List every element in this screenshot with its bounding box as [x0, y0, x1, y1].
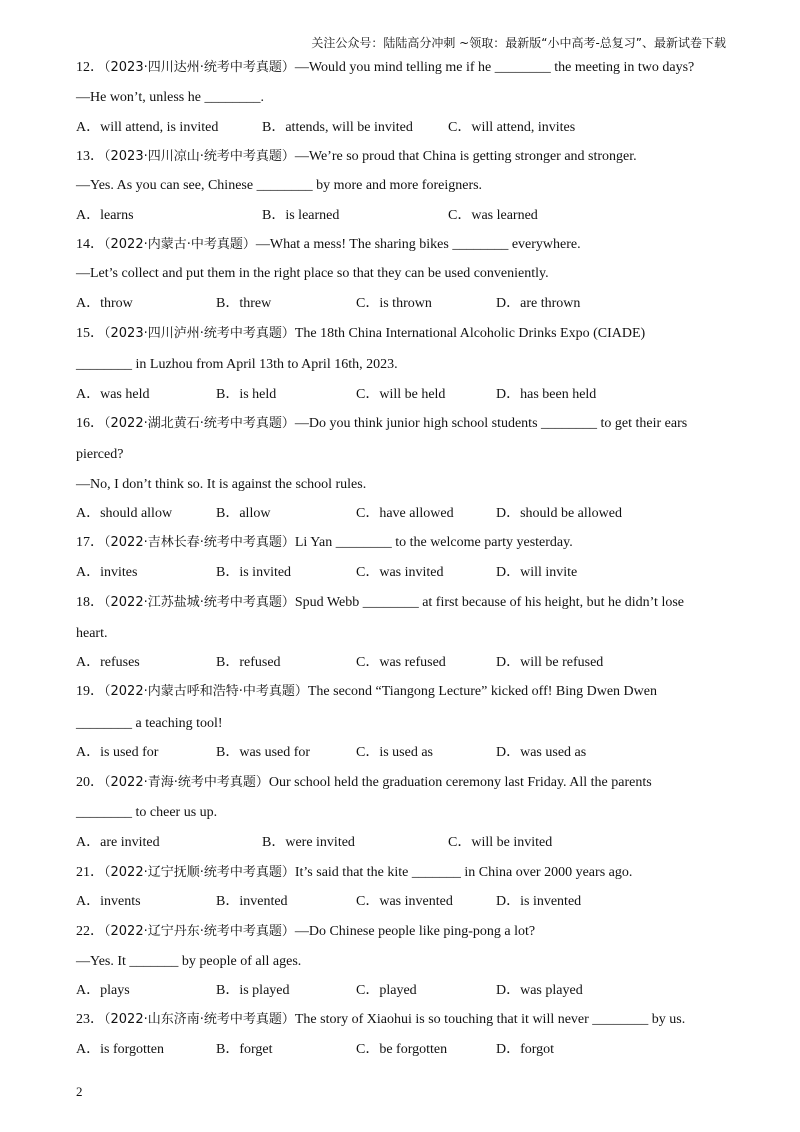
- answer-option: C．was invented: [356, 894, 453, 909]
- question-stem: [76, 1010, 685, 1030]
- answer-option: C．have allowed: [356, 506, 454, 521]
- question-line: ________ to cheer us up.: [76, 805, 218, 820]
- answer-options: [76, 892, 636, 912]
- question-line: ________ a teaching tool!: [76, 716, 223, 731]
- question-text: The story of Xiaohui is so touching that it will never ________ by us.: [294, 1012, 686, 1027]
- question-source: （2023·四川达州·统考中考真题）: [104, 60, 295, 75]
- page-number: 2: [76, 1084, 83, 1099]
- answer-option: C．played: [356, 983, 417, 998]
- question-text: It’s said that the kite _______ in China over 2000 years ago.: [294, 865, 633, 880]
- question-line: —Yes. As you can see, Chinese ________ by more and more foreigners.: [76, 178, 483, 193]
- question-source: （2022·辽宁丹东·统考中考真题）: [104, 924, 295, 939]
- answer-option: A．refuses: [76, 655, 140, 670]
- answer-option: A．invents: [76, 894, 141, 909]
- question-line: ________ in Luzhou from April 13th to April 16th, 2023.: [76, 357, 398, 372]
- question-number: 18．: [76, 595, 104, 610]
- question-stem: [76, 235, 581, 255]
- question-line: —He won’t, unless he ________.: [76, 90, 264, 105]
- question-stem: [76, 593, 684, 613]
- answer-option: D．forgot: [496, 1042, 555, 1057]
- answer-option: B．is held: [216, 387, 277, 402]
- question-source: （2022·青海·统考中考真题）: [104, 775, 269, 790]
- answer-option: C．is thrown: [356, 296, 432, 311]
- answer-options: [76, 294, 636, 314]
- question-source: （2022·内蒙古呼和浩特·中考真题）: [104, 684, 308, 699]
- answer-options: [76, 206, 634, 226]
- question-stem: [76, 682, 657, 702]
- question-line: —No, I don’t think so. It is against the school rules.: [76, 477, 367, 492]
- answer-option: D．should be allowed: [496, 506, 622, 521]
- question-number: 21．: [76, 865, 104, 880]
- answer-option: D．will invite: [496, 565, 578, 580]
- answer-option: B．refused: [216, 655, 281, 670]
- answer-option: C．will be invited: [448, 835, 553, 850]
- question-source: （2022·湖北黄石·统考中考真题）: [104, 416, 295, 431]
- question-stem: [76, 922, 535, 942]
- question-text: The 18th China International Alcoholic Drinks Expo (CIADE): [294, 326, 646, 341]
- answer-option: A．invites: [76, 565, 138, 580]
- question-source: （2022·吉林长春·统考中考真题）: [104, 535, 295, 550]
- question-number: 15．: [76, 326, 104, 341]
- question-text: —What a mess! The sharing bikes ________ everywhere.: [255, 237, 581, 252]
- question-number: 16．: [76, 416, 104, 431]
- question-line: pierced?: [76, 447, 124, 462]
- answer-option: B．threw: [216, 296, 272, 311]
- answer-option: B．allow: [216, 506, 271, 521]
- question-stem: [76, 147, 637, 167]
- question-number: 17．: [76, 535, 104, 550]
- answer-option: B．is learned: [262, 208, 340, 223]
- answer-option: B．forget: [216, 1042, 273, 1057]
- question-text: —Do you think junior high school students ________ to get their ears: [294, 416, 688, 431]
- answer-option: A．will attend, is invited: [76, 120, 219, 135]
- answer-option: A．learns: [76, 208, 134, 223]
- answer-option: D．was used as: [496, 745, 587, 760]
- answer-option: D．will be refused: [496, 655, 604, 670]
- answer-option: D．are thrown: [496, 296, 581, 311]
- answer-options: [76, 833, 634, 853]
- answer-option: A．plays: [76, 983, 130, 998]
- question-stem: [76, 533, 573, 553]
- answer-option: C．will be held: [356, 387, 446, 402]
- answer-options: [76, 981, 636, 1001]
- answer-option: A．are invited: [76, 835, 160, 850]
- question-number: 19．: [76, 684, 104, 699]
- answer-option: A．is used for: [76, 745, 159, 760]
- answer-option: C．was refused: [356, 655, 446, 670]
- question-number: 13．: [76, 149, 104, 164]
- answer-option: B．is invited: [216, 565, 292, 580]
- answer-option: D．has been held: [496, 387, 597, 402]
- answer-option: C．was learned: [448, 208, 538, 223]
- answer-option: D．was played: [496, 983, 583, 998]
- question-stem: [76, 58, 694, 78]
- question-stem: [76, 324, 645, 344]
- question-text: —Do Chinese people like ping-pong a lot?: [294, 924, 536, 939]
- question-stem: [76, 414, 687, 434]
- answer-options: [76, 118, 634, 138]
- answer-option: B．were invited: [262, 835, 355, 850]
- question-number: 12．: [76, 60, 104, 75]
- question-line: —Let’s collect and put them in the right place so that they can be used conveniently.: [76, 266, 549, 281]
- answer-option: B．was used for: [216, 745, 311, 760]
- answer-options: [76, 563, 636, 583]
- answer-option: C．was invited: [356, 565, 444, 580]
- question-text: Li Yan ________ to the welcome party yesterday.: [294, 535, 573, 550]
- answer-option: A．is forgotten: [76, 1042, 165, 1057]
- answer-options: [76, 1040, 636, 1060]
- answer-option: C．be forgotten: [356, 1042, 448, 1057]
- question-text: Our school held the graduation ceremony last Friday. All the parents: [268, 775, 652, 790]
- question-stem: [76, 773, 652, 793]
- question-text: Spud Webb ________ at first because of his height, but he didn’t lose: [294, 595, 684, 610]
- question-text: The second “Tiangong Lecture” kicked off! Bing Dwen Dwen: [307, 684, 657, 699]
- question-text: —Would you mind telling me if he ________ the meeting in two days?: [294, 60, 695, 75]
- question-source: （2022·山东济南·统考中考真题）: [104, 1012, 295, 1027]
- question-line: heart.: [76, 626, 108, 641]
- question-number: 23．: [76, 1012, 104, 1027]
- answer-options: [76, 385, 636, 405]
- question-source: （2022·内蒙古·中考真题）: [104, 237, 256, 252]
- question-number: 22．: [76, 924, 104, 939]
- question-number: 14．: [76, 237, 104, 252]
- answer-option: B．attends, will be invited: [262, 120, 413, 135]
- answer-option: A．should allow: [76, 506, 173, 521]
- answer-option: C．is used as: [356, 745, 433, 760]
- answer-options: [76, 504, 636, 524]
- answer-option: B．invented: [216, 894, 288, 909]
- answer-option: C．will attend, invites: [448, 120, 576, 135]
- page-header: 关注公众号：陆陆高分冲刺 ~领取：最新版“小中高考-总复习”、最新试卷下载: [311, 36, 726, 50]
- question-line: —Yes. It _______ by people of all ages.: [76, 954, 302, 969]
- answer-option: A．was held: [76, 387, 150, 402]
- question-text: —We’re so proud that China is getting stronger and stronger.: [294, 149, 637, 164]
- question-number: 20．: [76, 775, 104, 790]
- question-source: （2022·辽宁抚顺·统考中考真题）: [104, 865, 295, 880]
- question-source: （2023·四川凉山·统考中考真题）: [104, 149, 295, 164]
- answer-option: B．is played: [216, 983, 290, 998]
- answer-option: A．throw: [76, 296, 133, 311]
- answer-option: D．is invented: [496, 894, 582, 909]
- question-stem: [76, 863, 632, 883]
- answer-options: [76, 653, 636, 673]
- question-source: （2022·江苏盐城·统考中考真题）: [104, 595, 295, 610]
- question-source: （2023·四川泸州·统考中考真题）: [104, 326, 295, 341]
- answer-options: [76, 743, 636, 763]
